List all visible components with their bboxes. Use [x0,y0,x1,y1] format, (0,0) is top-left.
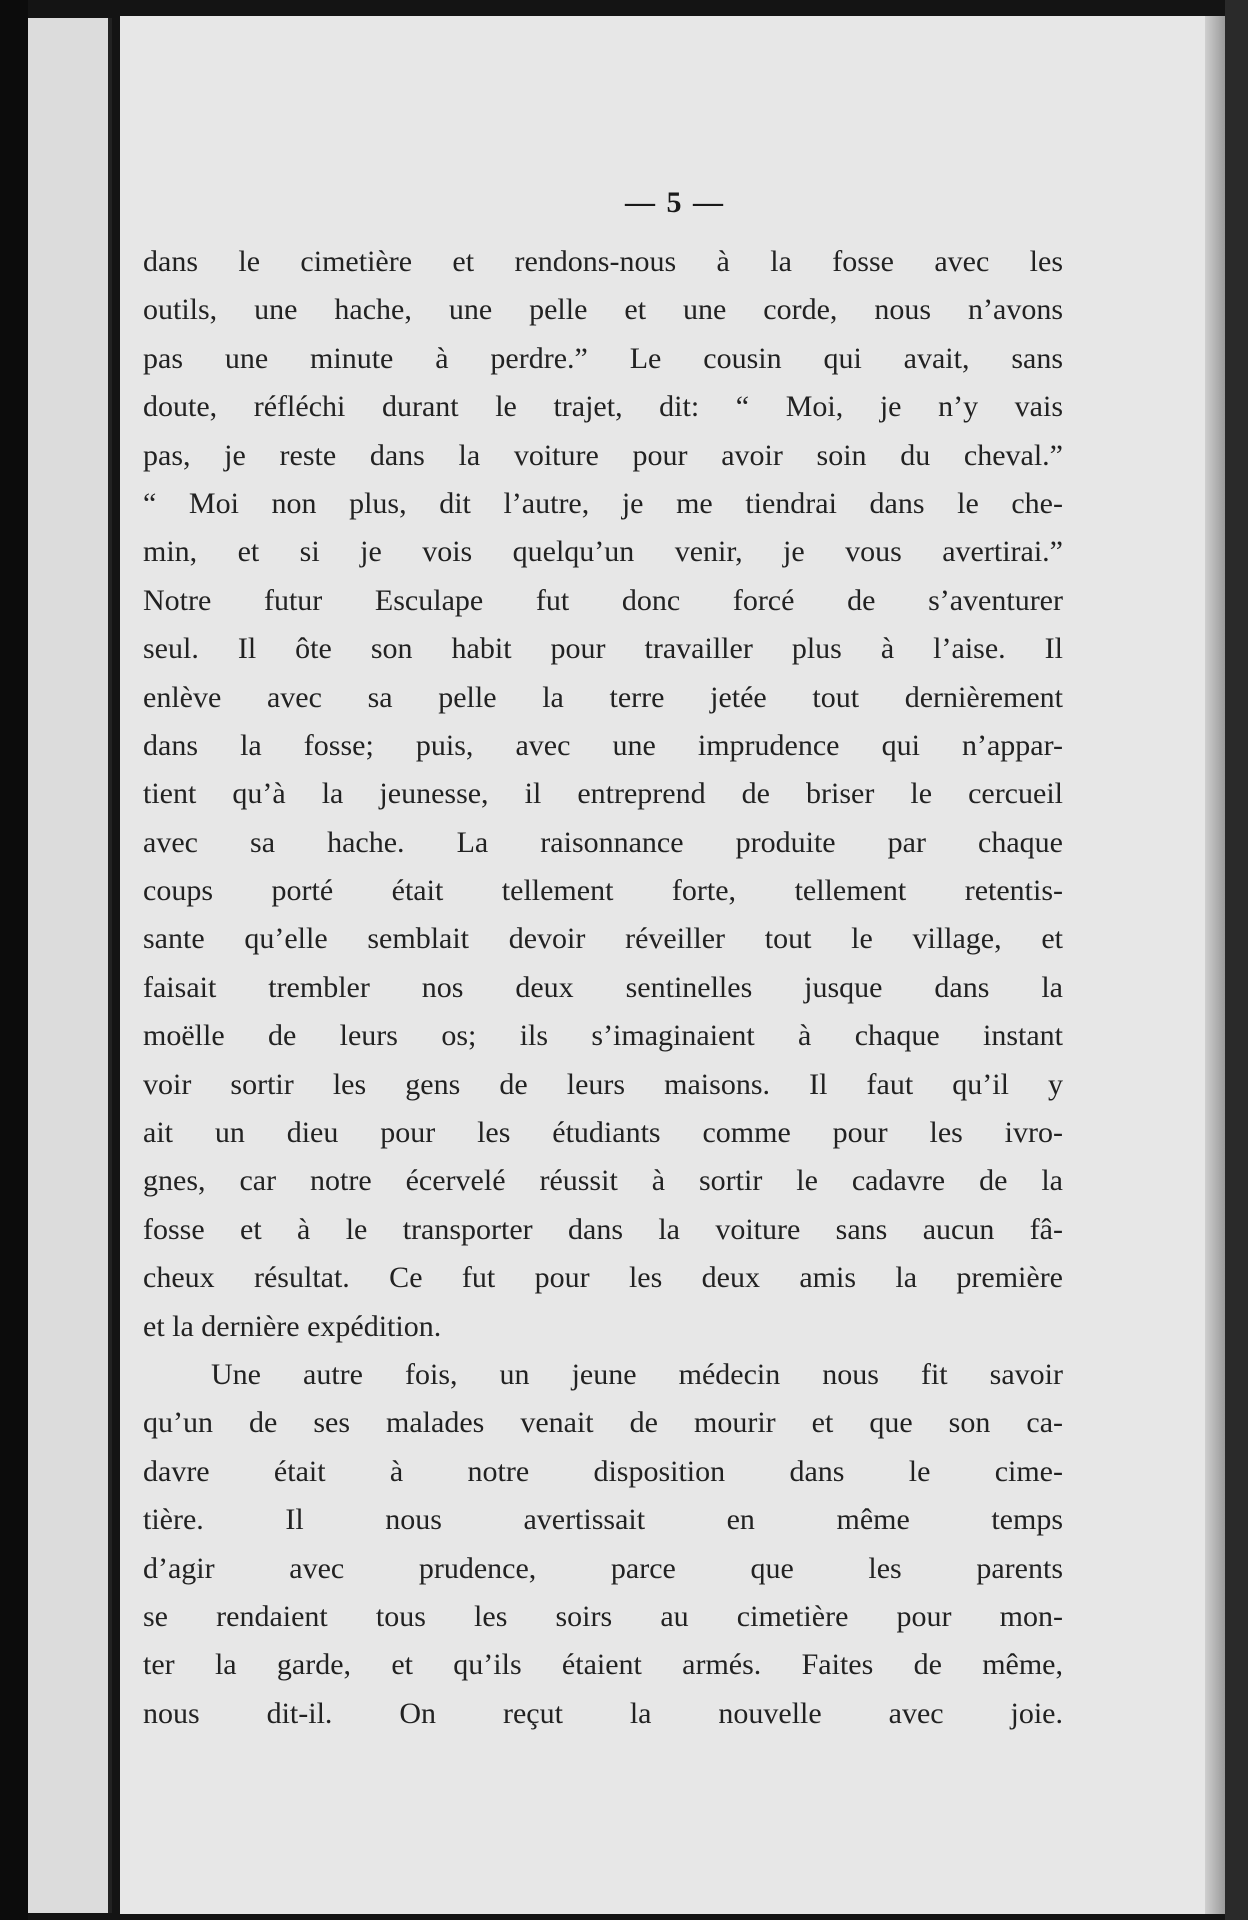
page-number: — 5 — [625,186,725,219]
text-line: “ Moi non plus, dit l’autre, je me tiendrai dans le che- [143,486,1063,520]
text-line: d’agir avec prudence, parce que les parents [143,1551,1063,1585]
text-line: pas une minute à perdre.” Le cousin qui avait, sans [143,341,1063,375]
text-line: dans la fosse; puis, avec une imprudence qui n’appar- [143,728,1063,762]
page-text [143,238,1063,1738]
text-line: fosse et à le transporter dans la voiture sans aucun fâ- [143,1212,1063,1246]
text-line: Notre futur Esculape fut donc forcé de s’aventurer [143,583,1063,617]
text-line: qu’un de ses malades venait de mourir et que son ca- [143,1406,1063,1440]
text-line: outils, une hache, une pelle et une corde, nous n’avons [143,293,1063,327]
text-line: tient qu’à la jeunesse, il entreprend de briser le cercueil [143,777,1063,811]
text-line: dans le cimetière et rendons-nous à la fosse avec les [143,245,1063,278]
text-line: voir sortir les gens de leurs maisons. Il faut qu’il y [143,1067,1063,1101]
facing-page-edge [28,18,112,1913]
text-line: faisait trembler nos deux sentinelles jusque dans la [143,970,1063,1004]
text-line: et la dernière expédition. [143,1309,442,1343]
scan-left-margin [0,0,28,1920]
text-line: min, et si je vois quelqu’un venir, je vous avertirai.” [143,535,1063,569]
text-line: doute, réfléchi durant le trajet, dit: “ Moi, je n’y vais [143,390,1063,424]
text-line: seul. Il ôte son habit pour travailler plus à l’aise. Il [143,632,1063,666]
text-line: cheux résultat. Ce fut pour les deux amis la première [143,1261,1063,1295]
text-line: ait un dieu pour les étudiants comme pour les ivro- [143,1116,1063,1150]
text-line: gnes, car notre écervelé réussit à sortir le cadavre de la [143,1164,1063,1198]
text-line: nous dit-il. On reçut la nouvelle avec joie. [143,1696,1063,1730]
text-line: moëlle de leurs os; ils s’imaginaient à chaque instant [143,1019,1063,1053]
text-line: ter la garde, et qu’ils étaient armés. Faites de même, [143,1648,1063,1682]
text-line: coups porté était tellement forte, tellement retentis- [143,874,1063,908]
text-line: davre était à notre disposition dans le cime- [143,1454,1063,1488]
text-line: tière. Il nous avertissait en même temps [143,1503,1063,1537]
text-line: avec sa hache. La raisonnance produite par chaque [143,825,1063,859]
text-line: se rendaient tous les soirs au cimetière pour mon- [143,1599,1063,1633]
text-line: sante qu’elle semblait devoir réveiller tout le village, et [143,922,1063,956]
text-line: enlève avec sa pelle la terre jetée tout dernièrement [143,680,1063,714]
scan-right-margin [1225,0,1248,1920]
text-line: pas, je reste dans la voiture pour avoir soin du cheval.” [143,438,1063,472]
text-line: Une autre fois, un jeune médecin nous fit savoir [211,1357,1063,1391]
